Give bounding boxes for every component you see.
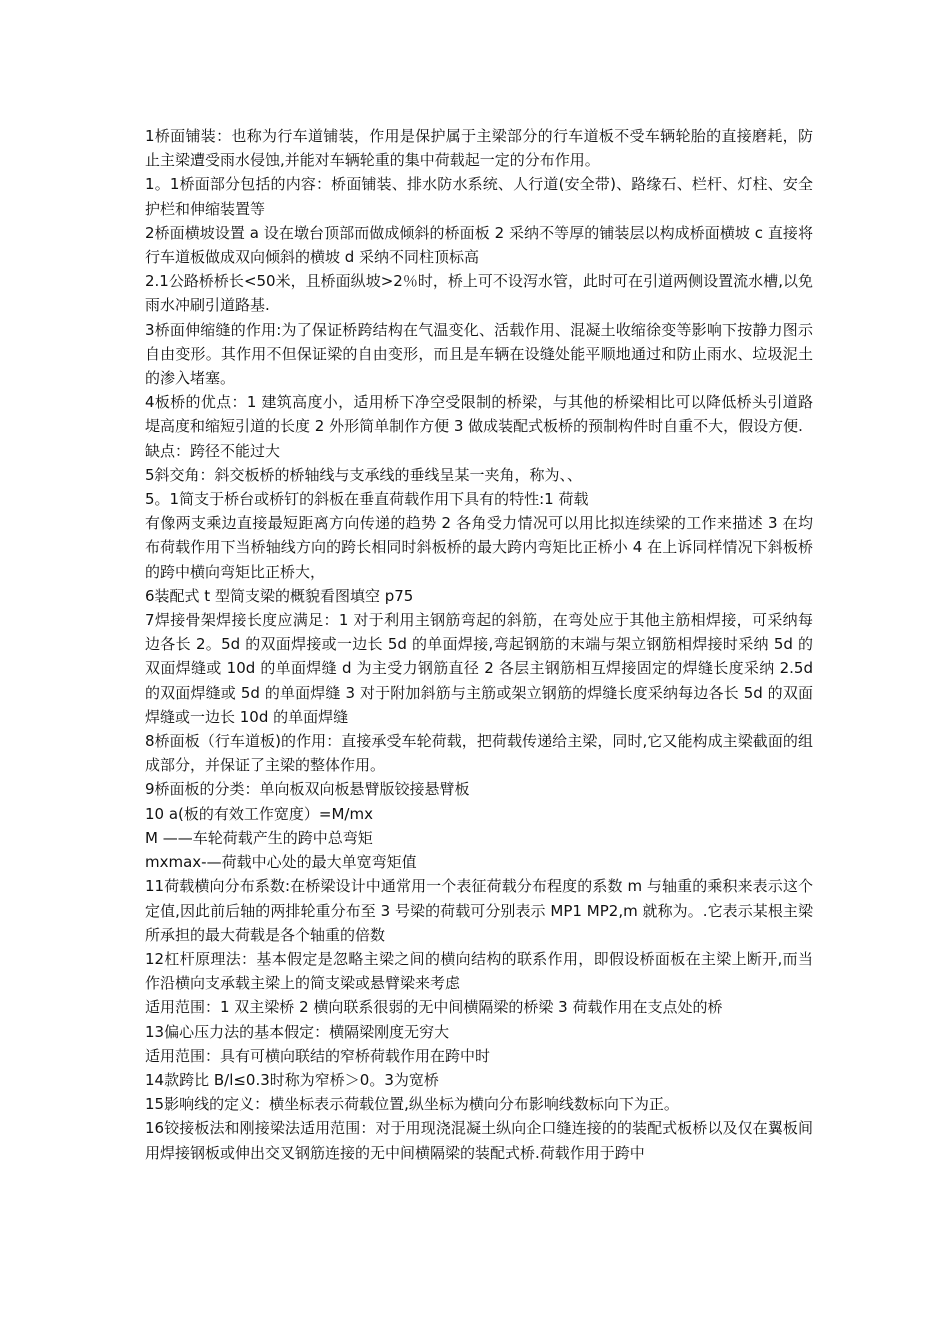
paragraph-13: 13偏心压力法的基本假定：横隔梁刚度无穷大 xyxy=(145,1022,450,1041)
paragraph-3: 3桥面伸缩缝的作用:为了保证桥跨结构在气温变化、活载作用、混凝土收缩徐变等影响下按静力图示自由变形。其作用不但保证梁的自由变形，而且是车辆在设缝处能平顺地通过和防止雨水、垃圾泥土的渗入堵塞。 xyxy=(145,320,813,388)
paragraph-12-scope: 适用范围：1 双主梁桥 2 横向联系很弱的无中间横隔梁的桥梁 3 荷载作用在支点处的桥 xyxy=(145,998,723,1017)
paragraph-12: 12杠杆原理法：基本假定是忽略主梁之间的横向结构的联系作用，即假设桥面板在主梁上断开,而当作沿横向支承载主梁上的简支梁或悬臂梁来考虑 xyxy=(145,949,813,993)
paragraph-14: 14款跨比 B/l≤0.3时称为窄桥＞0。3为宽桥 xyxy=(145,1070,439,1089)
paragraph-11: 11荷载横向分布系数:在桥梁设计中通常用一个表征荷载分布程度的系数 m 与轴重的乘积来表示这个定值,因此前后轴的两排轮重分布至 3 号梁的荷载可分别表示 MP1 MP2,m 就称为。.它表示某根主梁所承担的最大荷载是各个轴重的倍数 xyxy=(145,877,813,944)
paragraph-13-scope: 适用范围：具有可横向联结的窄桥荷载作用在跨中时 xyxy=(145,1046,491,1065)
paragraph-10-m: M ——车轮荷载产生的跨中总弯矩 xyxy=(145,828,373,847)
paragraph-10: 10 a(板的有效工作宽度）=M/mx xyxy=(145,804,373,823)
paragraph-5: 5斜交角：斜交板桥的桥轴线与支承线的垂线呈某一夹角，称为、、 xyxy=(145,465,583,484)
paragraph-1: 1桥面铺装：也称为行车道铺装，作用是保护属于主梁部分的行车道板不受车辆轮胎的直接磨耗，防止主梁遭受雨水侵蚀,并能对车辆轮重的集中荷载起一定的分布作用。 xyxy=(145,127,813,170)
paragraph-5-1-cont: 有像两支乘边直接最短距离方向传递的趋势 2 各角受力情况可以用比拟连续梁的工作来描述 3 在均布荷载作用下当桥轴线方向的跨长相同时斜板桥的最大跨内弯矩比正桥小 4 在上诉同样情况下斜板桥的跨中横向弯矩比正桥大， xyxy=(145,514,813,581)
paragraph-5-1: 5。1简支于桥台或桥钉的斜板在垂直荷载作用下具有的特性:1 荷载 xyxy=(145,490,589,509)
paragraph-1-1: 1。1桥面部分包括的内容：桥面铺装、排水防水系统、人行道(安全带)、路缘石、栏杆、灯柱、安全护栏和伸缩装置等 xyxy=(145,175,813,218)
paragraph-7: 7焊接骨架焊接长度应满足：1 对于利用主钢筋弯起的斜筋，在弯处应于其他主筋相焊接，可采纳每边各长 2。5d 的双面焊接或一边长 5d 的单面焊接,弯起钢筋的末端与架立钢筋相焊接时采纳 5d 的双面焊缝或 10d 的单面焊缝 d 为主受力钢筋直径 2 各层主钢筋相互焊接固定的焊缝长度采纳 2.5d 的双面焊缝或 5d 的单面焊缝 3 对于附加斜筋与主筋或架立钢筋的焊缝长度采纳每边各长 5d 的双面焊缝或一边长 10d 的单面焊缝 xyxy=(145,611,813,726)
paragraph-8: 8桥面板（行车道板)的作用：直接承受车轮荷载，把荷载传递给主梁，同时,它又能构成主梁截面的组成部分，并保证了主梁的整体作用。 xyxy=(145,732,813,775)
paragraph-6: 6装配式 t 型简支梁的概貌看图填空 p75 xyxy=(145,586,414,605)
document-body xyxy=(145,124,813,1165)
paragraph-15: 15影响线的定义：横坐标表示荷载位置,纵坐标为横向分布影响线数标向下为正。 xyxy=(145,1095,679,1114)
paragraph-2: 2桥面横坡设置 a 设在墩台顶部而做成倾斜的桥面板 2 采纳不等厚的铺装层以构成桥面横坡 c 直接将行车道板做成双向倾斜的横坡 d 采纳不同柱顶标高 xyxy=(145,223,813,267)
paragraph-2-1: 2.1公路桥桥长<50米，且桥面纵坡>2％时，桥上可不设泻水管，此时可在引道两侧设置流水槽,以免雨水冲刷引道路基. xyxy=(145,272,813,315)
paragraph-10-mx: mxmax-—荷载中心处的最大单宽弯矩值 xyxy=(145,853,417,872)
paragraph-4: 4板桥的优点：1 建筑高度小，适用桥下净空受限制的桥梁，与其他的桥梁相比可以降低桥头引道路堤高度和缩短引道的长度 2 外形简单制作方便 3 做成装配式板桥的预制构件时自重不大，假设方便. xyxy=(145,393,813,436)
paragraph-9: 9桥面板的分类：单向板双向板悬臂版铰接悬臂板 xyxy=(145,780,470,799)
paragraph-16: 16铰接板法和刚接梁法适用范围：对于用现浇混凝土纵向企口缝连接的的装配式板桥以及仅在翼板间用焊接钢板或伸出交叉钢筋连接的无中间横隔梁的装配式桥.荷载作用于跨中 xyxy=(145,1119,813,1162)
paragraph-4-drawback: 缺点：跨径不能过大 xyxy=(145,441,281,460)
